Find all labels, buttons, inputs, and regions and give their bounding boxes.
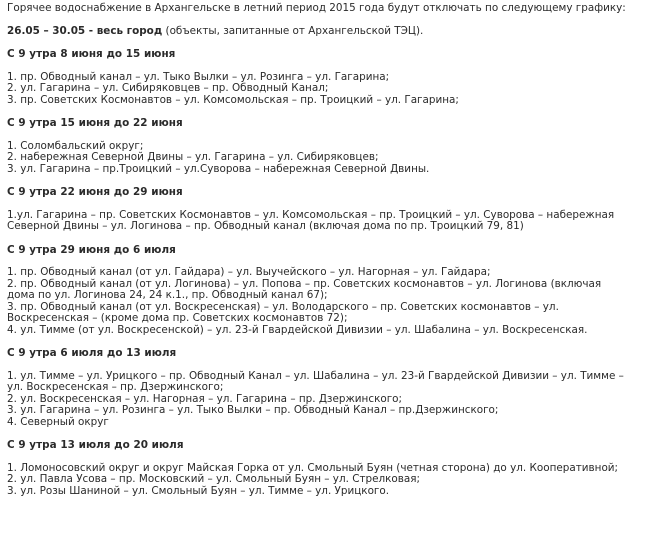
section-items (7, 141, 653, 176)
section-item: 2. ул. Павла Усова – пр. Московский – ул. Смольный Буян – ул. Стрелковая; (7, 473, 421, 485)
section-items (7, 267, 653, 336)
section-item: Воскресенская – (кроме дома пр. Советских космонавтов 72); (7, 312, 348, 324)
section-items (7, 210, 653, 233)
section-item: 2. ул. Воскресенская – ул. Нагорная – ул. Гагарина – пр. Дзержинского; (7, 392, 403, 405)
section-item: 3. ул. Розы Шаниной – ул. Смольный Буян – ул. Тимме – ул. Урицкого. (7, 484, 390, 497)
schedule-section (7, 49, 653, 106)
intro-text: Горячее водоснабжение в Архангельске в летний период 2015 года будут отключать по следующему графику: (7, 2, 626, 14)
section-title: С 9 утра 6 июля до 13 июля (7, 347, 177, 359)
section-item: 4. Северный округ (7, 415, 109, 428)
section-title: С 9 утра 8 июня до 15 июня (7, 48, 176, 60)
section-title: С 9 утра 22 июня до 29 июня (7, 186, 183, 198)
section-item: 1.ул. Гагарина – пр. Советских Космонавтов – ул. Комсомольская – пр. Троицкий – ул. Суворова – набережная (7, 208, 615, 221)
section-items (7, 72, 653, 107)
section-title: С 9 утра 15 июня до 22 июня (7, 117, 183, 129)
section-title: С 9 утра 29 июня до 6 июля (7, 243, 176, 256)
schedule-section (7, 187, 653, 233)
section-item: 1. Ломоносовский округ и округ Майская Горка от ул. Смольный Буян (четная сторона) до ул. Кооперативной; (7, 461, 619, 474)
section-items (7, 371, 653, 429)
section-items (7, 463, 653, 498)
section-title: С 9 утра 13 июля до 20 июля (7, 439, 184, 451)
section-item: 1. пр. Обводный канал (от ул. Гайдара) – ул. Выучейского – ул. Нагорная – ул. Гайдара; (7, 266, 491, 278)
section-item: дома по ул. Логинова 24, 24 к.1., пр. Обводный канал 67); (7, 289, 328, 301)
schedule-section (7, 118, 653, 175)
section-item: 3. ул. Гагарина – ул. Розинга – ул. Тыко Вылки – пр. Обводный Канал – пр.Дзержинского; (7, 404, 499, 416)
schedule-section (7, 245, 653, 337)
schedule-section (7, 348, 653, 428)
section-item: 3. ул. Гагарина – пр.Троицкий – ул.Суворова – набережная Северной Двины. (7, 162, 430, 175)
section-item: 4. ул. Тимме (от ул. Воскресенской) – ул. 23-й Гвардейской Дивизии – ул. Шабалина – ул. Воскресенская. (7, 323, 588, 336)
summary-line (7, 26, 653, 38)
section-item: 2. пр. Обводный канал (от ул. Логинова) – ул. Попова – пр. Советских космонавтов – ул. Логинова (включая (7, 277, 602, 290)
section-item: 3. пр. Советских Космонавтов – ул. Комсомольская – пр. Троицкий – ул. Гагарина; (7, 93, 459, 106)
section-item: 1. ул. Тимме – ул. Урицкого – пр. Обводный Канал – ул. Шабалина – ул. 23-й Гвардейской Дивизии – ул. Тимме – (7, 369, 624, 382)
section-item: ул. Воскресенская – пр. Дзержинского; (7, 381, 224, 393)
section-item: 2. набережная Северной Двины – ул. Гагарина – ул. Сибиряковцев; (7, 151, 379, 163)
schedule-section (7, 440, 653, 497)
section-item: 1. Соломбальский округ; (7, 139, 144, 152)
summary-dates: 26.05 – 30.05 - весь город (7, 24, 163, 37)
section-item: 1. пр. Обводный канал – ул. Тыко Вылки – ул. Розинга – ул. Гагарина; (7, 70, 390, 83)
section-item: 3. пр. Обводный канал (от ул. Воскресенская) – ул. Володарского – пр. Советских космонавтов – ул. (7, 300, 559, 313)
section-item: Северной Двины – ул. Логинова – пр. Обводный канал (включая дома по пр. Троицкий 79, 81) (7, 220, 524, 232)
summary-note: (объекты, запитанные от Архангельской ТЭЦ). (162, 24, 424, 37)
section-item: 2. ул. Гагарина – ул. Сибиряковцев – пр. Обводный Канал; (7, 82, 329, 94)
